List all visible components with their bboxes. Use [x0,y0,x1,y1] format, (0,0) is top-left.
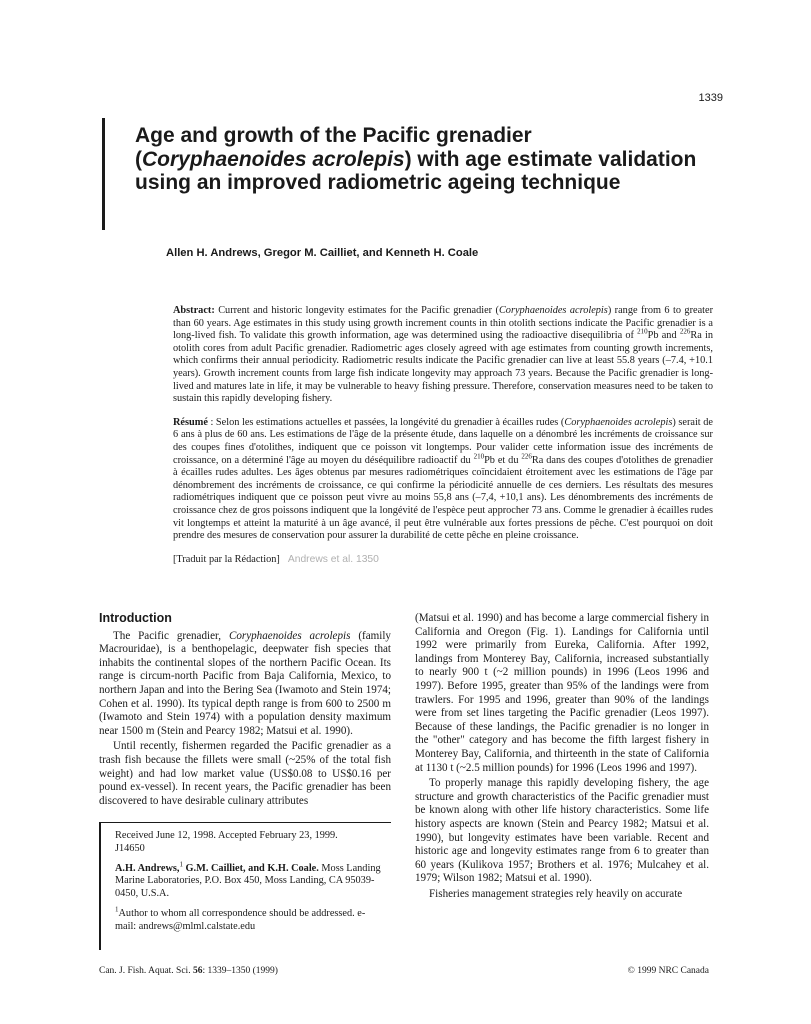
introduction-heading: Introduction [99,611,172,625]
article-info-box [99,822,391,950]
journal-citation: Can. J. Fish. Aquat. Sci. 56: 1339–1350 (1999) [99,966,278,976]
intro-paragraph-2: Until recently, fishermen regarded the Pacific grenadier as a trash fish because the fillets were small (~25% of the total fish weight) and had low market value (US$0.08 to US$0.16 per pound ex-vessel). In recent years, the Pacific grenadier has been discovered to have desirable culinary attributes [99,740,391,807]
received-dates: Received June 12, 1998. Accepted February 23, 1999. J14650 [115,830,338,854]
page-number: 1339 [698,92,723,104]
resume-label: Résumé [173,416,208,428]
intro-paragraph-5: Fisheries management strategies rely heavily on accurate [429,887,683,900]
abstract-label: Abstract: [173,305,215,316]
abstract-french: Résumé : Selon les estimations actuelles et passées, la longévité du grenadier à écailles rudes (Coryphaenoides acrolepis) serait de 6 ans à plus de 60 ans. Les estimations de l'âge de la présente étude, dans laquelle on a dénombré les incréments de croissance sur des coupes fines d'otolithes, indiquent que ce poisson vit longtemps. Pour valider cette information issue des incréments de croissance, on a déterminé l'âge au moyen du déséquilibre radioactif du $^{210}$Pb et du $^{226}$Ra dans des coupes d'otolithes de grenadier à écailles rudes adultes. Les âges obtenus par mesures radiométriques coïncidaient étroitement avec les estimations de l'âge par dénombrement des incréments de croissance, ce qui confirme la périodicité annuelle de ces derniers. Les résultats des mesures radiométriques indiquent que ce poisson peut vivre au moins 55,8 ans (–7,4, +10,1 ans). Les dénombrements des incréments de croissance chez de gros poissons indiquent que la longévité de l'espèce peut approcher 73 ans. Comme le grenadier à écailles rudes vit longtemps et atteint la maturité à un âge avancé, il peut être vulnérable aux fortes pressions de pêche. C'est pourquoi on doit prendre des mesures de conservation pour assurer la durabilité de cette pêche en pleine croissance. [173,416,714,542]
title-block [102,118,708,230]
translation-note: [Traduit par la Rédaction] Andrews et al. 1350 [173,553,379,565]
right-column [415,612,709,901]
author-list: Allen H. Andrews, Gregor M. Cailliet, and Kenneth H. Coale [166,247,479,259]
intro-paragraph-4: To properly manage this rapidly developing fishery, the age structure and growth characteristics of the Pacific grenadier must be known along with other life history characteristics. Some life history aspects are known (Stein and Pearcy 1982; Matsui et al. 1990), but longevity estimates have been variable. Recent and historic age and longevity estimates range from 6 to greater than 60 years (Kulikova 1957; Brothers et al. 1976; Mulcahey et al. 1979; Wilson 1982; Matsui et al. 1990). [415,777,709,885]
author-affiliation: A.H. Andrews,$^1$ G.M. Cailliet, and K.H. Coale. Moss Landing Marine Laboratories, P.O. Box 450, Moss Landing, CA 95039-0450, U.S.A. [115,860,381,900]
abstract-english: Abstract: Current and historic longevity estimates for the Pacific grenadier (Coryphaenoides acrolepis) range from 6 to greater than 60 years. Age estimates in this study using growth increment counts in thin otolith sections indicate the Pacific grenadier is a long-lived fish. To validate this growth information, age was determined using the radioactive disequilibria of $^{210}$Pb and $^{226}$Ra in otolith cores from adult Pacific grenadier. Radiometric ages closely agreed with age estimates from counting growth increments, which confirms their annual periodicity. Radiometric results indicate the Pacific grenadier can live at least 55.8 years (–7.4, +10.1 years). Growth increment counts from large fish indicate longevity may approach 73 years. Because the Pacific grenadier is long-lived and matures late in life, it may be vulnerable to heavy fishing pressure. Therefore, conservation measures need to be taken to sustain this rapidly developing fishery. [173,305,713,405]
correspondence-footnote: $^1$Author to whom all correspondence should be addressed. e-mail: andrews@mlml.calstate.edu [115,905,366,932]
intro-paragraph-3: (Matsui et al. 1990) and has become a large commercial fishery in California and Oregon (Fig. 1). Landings for California until 1992 were primarily from Eureka, California. After 1992, landings from Monterey Bay, California, increased substantially to nearly 900 t (~2 million pounds) in 1996 (Leos 1996 and 1997). Before 1995, greater than 95% of the landings were from trawlers. For 1995 and 1996, greater than 90% of the landings were from set lines targeting the Pacific grenadier (Leos 1997). Because of these landings, the Pacific grenadier is no longer in the "other" category and has become the fifth largest fishery in Monterey Bay, California, and thirteenth in the state of California at 1130 t (~2.5 million pounds) for 1996 (Leos 1996 and 1997). [415,612,709,774]
abstract-section [173,305,713,577]
title-species-name: Coryphaenoides acrolepis [142,147,405,171]
running-reference: Andrews et al. 1350 [287,553,379,565]
left-column [99,612,391,808]
page-footer [99,966,709,976]
article-title: Age and growth of the Pacific grenadier (Coryphaenoides acrolepis) with age estimate validation using an improved radiometric ageing technique [135,124,697,194]
intro-paragraph-1: The Pacific grenadier, Coryphaenoides acrolepis (family Macrouridae), is a benthopelagic, deepwater fish species that inhabits the continental slopes of the northern Pacific Ocean. Its range is circum-north Pacific from Baja California, Mexico, to northern Japan and into the Bering Sea (Iwamoto and Stein 1974; Cohen et al. 1990). Its typical depth range is from 600 to 2500 m (Iwamoto and Stein 1974) with a population density maximum near 1500 m (Stein and Pearcy 1982; Matsui et al. 1990). [99,629,391,737]
copyright-notice: © 1999 NRC Canada [627,966,709,976]
